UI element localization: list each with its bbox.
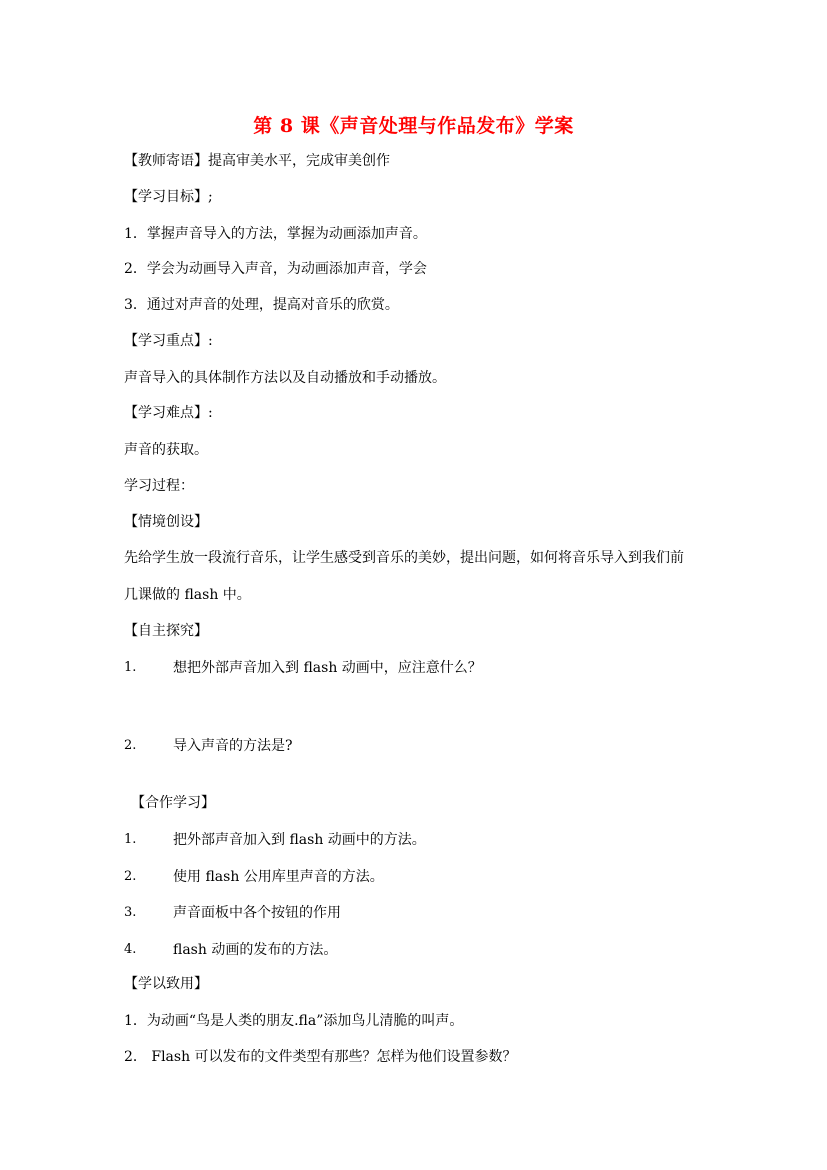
self-explore-num-2: 2. xyxy=(124,738,137,753)
goal-item-3: 3．通过对声音的处理，提高对音乐的欣赏。 xyxy=(124,297,399,313)
apply-item-2: 2． Flash 可以发布的文件类型有那些？怎样为他们设置参数？ xyxy=(124,1049,517,1065)
scenario-line-2: 几课做的 flash 中。 xyxy=(124,587,251,603)
goals-heading: 【学习目标】; xyxy=(124,189,213,205)
scenario-heading: 【情境创设】 xyxy=(124,514,208,530)
self-explore-item-1: 想把外部声音加入到 flash 动画中，应注意什么？ xyxy=(173,660,482,676)
cooperate-num-4: 4. xyxy=(124,942,137,957)
cooperate-item-3: 声音面板中各个按钮的作用 xyxy=(173,905,341,921)
process-label: 学习过程： xyxy=(124,478,194,494)
cooperate-item-4: flash 动画的发布的方法。 xyxy=(173,942,338,958)
cooperate-num-3: 3. xyxy=(124,905,137,920)
scenario-line-1: 先给学生放一段流行音乐，让学生感受到音乐的美妙，提出问题，如何将音乐导入到我们前 xyxy=(124,550,684,566)
teacher-words: 【教师寄语】提高审美水平，完成审美创作 xyxy=(124,153,390,169)
cooperate-num-1: 1. xyxy=(124,832,137,847)
cooperate-num-2: 2. xyxy=(124,869,137,884)
apply-item-1: 1．为动画“鸟是人类的朋友.fla”添加鸟儿清脆的叫声。 xyxy=(124,1013,464,1029)
difficulties-heading: 【学习难点】: xyxy=(124,405,213,421)
page-title: 第 8 课《声音处理与作品发布》学案 xyxy=(253,115,574,137)
goal-item-2: 2．学会为动画导入声音，为动画添加声音，学会 xyxy=(124,261,427,277)
self-explore-heading: 【自主探究】 xyxy=(124,623,208,639)
cooperate-item-1: 把外部声音加入到 flash 动画中的方法。 xyxy=(173,832,426,848)
cooperate-item-2: 使用 flash 公用库里声音的方法。 xyxy=(173,869,384,885)
key-points-text: 声音导入的具体制作方法以及自动播放和手动播放。 xyxy=(124,370,446,386)
self-explore-num-1: 1. xyxy=(124,660,137,675)
difficulties-text: 声音的获取。 xyxy=(124,442,208,458)
apply-heading: 【学以致用】 xyxy=(124,976,208,992)
cooperate-heading: 【合作学习】 xyxy=(131,795,215,811)
goal-item-1: 1．掌握声音导入的方法，掌握为动画添加声音。 xyxy=(124,226,427,242)
key-points-heading: 【学习重点】: xyxy=(124,333,213,349)
self-explore-item-2: 导入声音的方法是? xyxy=(173,738,293,754)
